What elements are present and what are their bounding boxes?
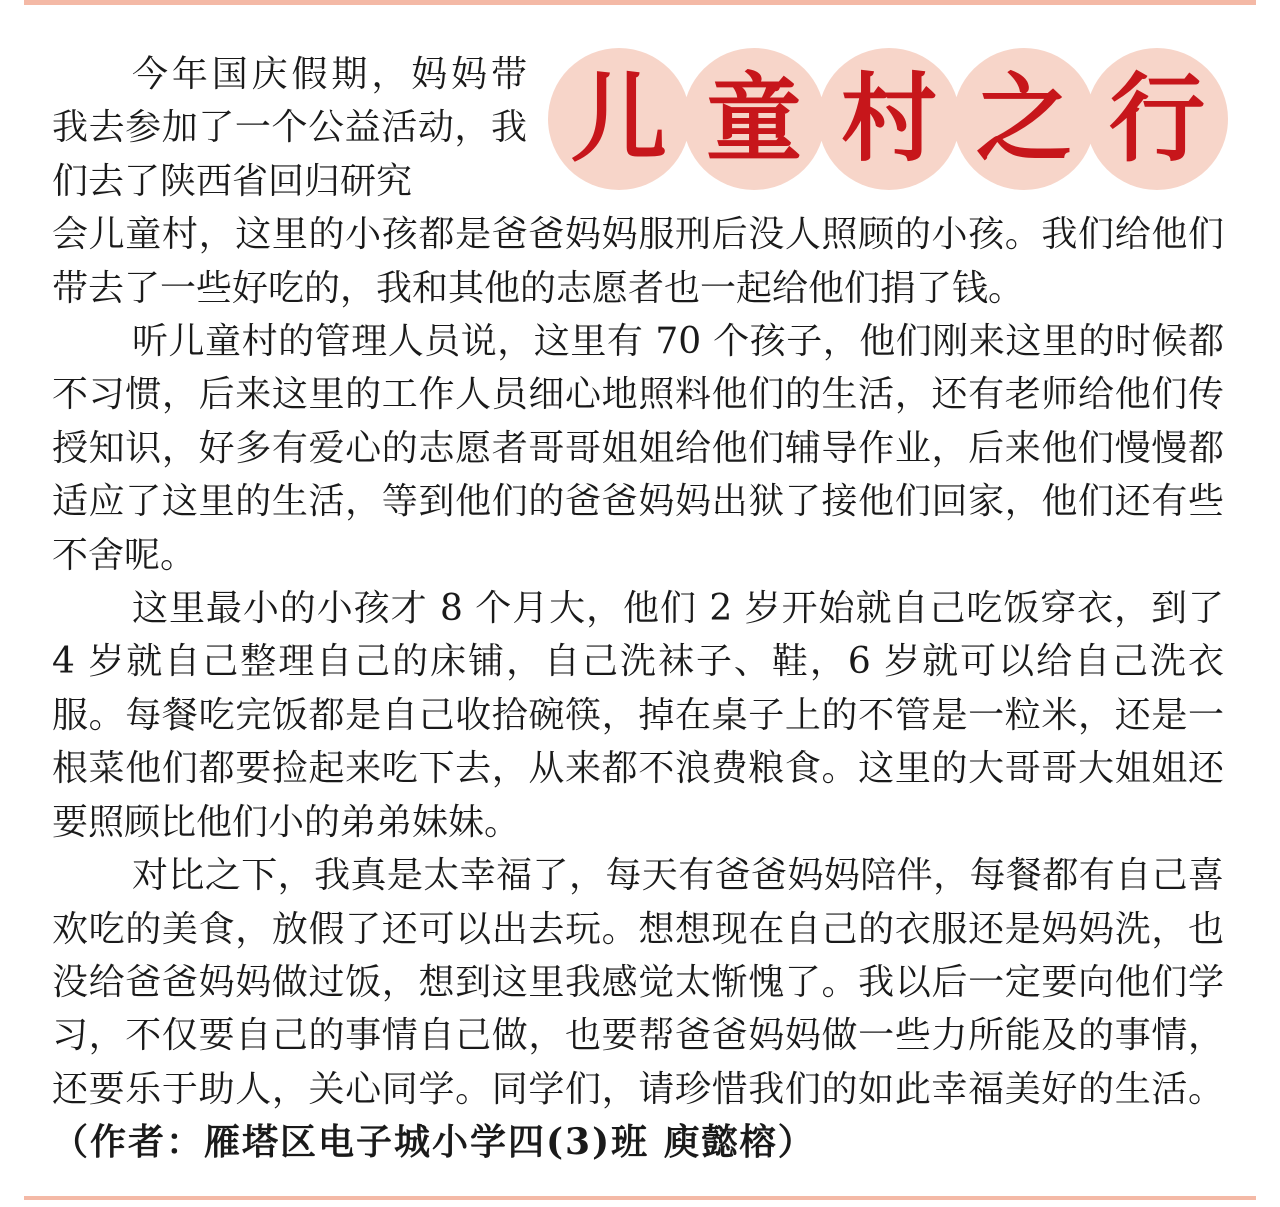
top-decorative-rule	[24, 0, 1256, 5]
author-byline: （作者：雁塔区电子城小学四(3)班 庾懿榕）	[52, 1121, 816, 1164]
title-char-1: 儿	[548, 48, 690, 190]
bottom-decorative-rule	[24, 1196, 1256, 1200]
title-char-3: 村	[818, 48, 960, 190]
paragraph-2: 听儿童村的管理人员说，这里有 70 个孩子，他们刚来这里的时候都不习惯，后来这里的工作人员细心地照料他们的生活，还有老师给他们传授知识，好多有爱心的志愿者哥哥姐姐给他们辅导作业，后来他们慢慢都适应了这里的生活，等到他们的爸爸妈妈出狱了接他们回家，他们还有些不舍呢。	[52, 321, 1224, 576]
title-char-5: 行	[1086, 48, 1228, 190]
title-char-4: 之	[953, 48, 1095, 190]
paragraph-4	[52, 849, 1224, 1169]
paragraph-1-intro: 今年国庆假期，妈妈带我去参加了一个公益活动，我们去了陕西省回归研究	[52, 54, 527, 202]
paragraph-4-text: 对比之下，我真是太幸福了，每天有爸爸妈妈陪伴，每餐都有自己喜欢吃的美食，放假了还可以出去玩。想想现在自己的衣服还是妈妈洗，也没给爸爸妈妈做过饭，想到这里我感觉太惭愧了。我以后一定要向他们学习，不仅要自己的事情自己做，也要帮爸爸妈妈做一些力所能及的事情，还要乐于助人，关心同学。同学们，请珍惜我们的如此幸福美好的生活。	[52, 855, 1224, 1110]
paragraph-1-continued: 会儿童村，这里的小孩都是爸爸妈妈服刑后没人照顾的小孩。我们给他们带去了一些好吃的，我和其他的志愿者也一起给他们捐了钱。	[52, 214, 1224, 309]
article-body	[52, 48, 1236, 1170]
title-char-2: 童	[683, 48, 825, 190]
paragraph-3: 这里最小的小孩才 8 个月大，他们 2 岁开始就自己吃饭穿衣，到了 4 岁就自己整理自己的床铺，自己洗袜子、鞋，6 岁就可以给自己洗衣服。每餐吃完饭都是自己收拾碗筷，掉在桌子上的不管是一粒米，还是一根菜他们都要捡起来吃下去，从来都不浪费粮食。这里的大哥哥大姐姐还要照顾比他们小的弟弟妹妹。	[52, 588, 1236, 843]
